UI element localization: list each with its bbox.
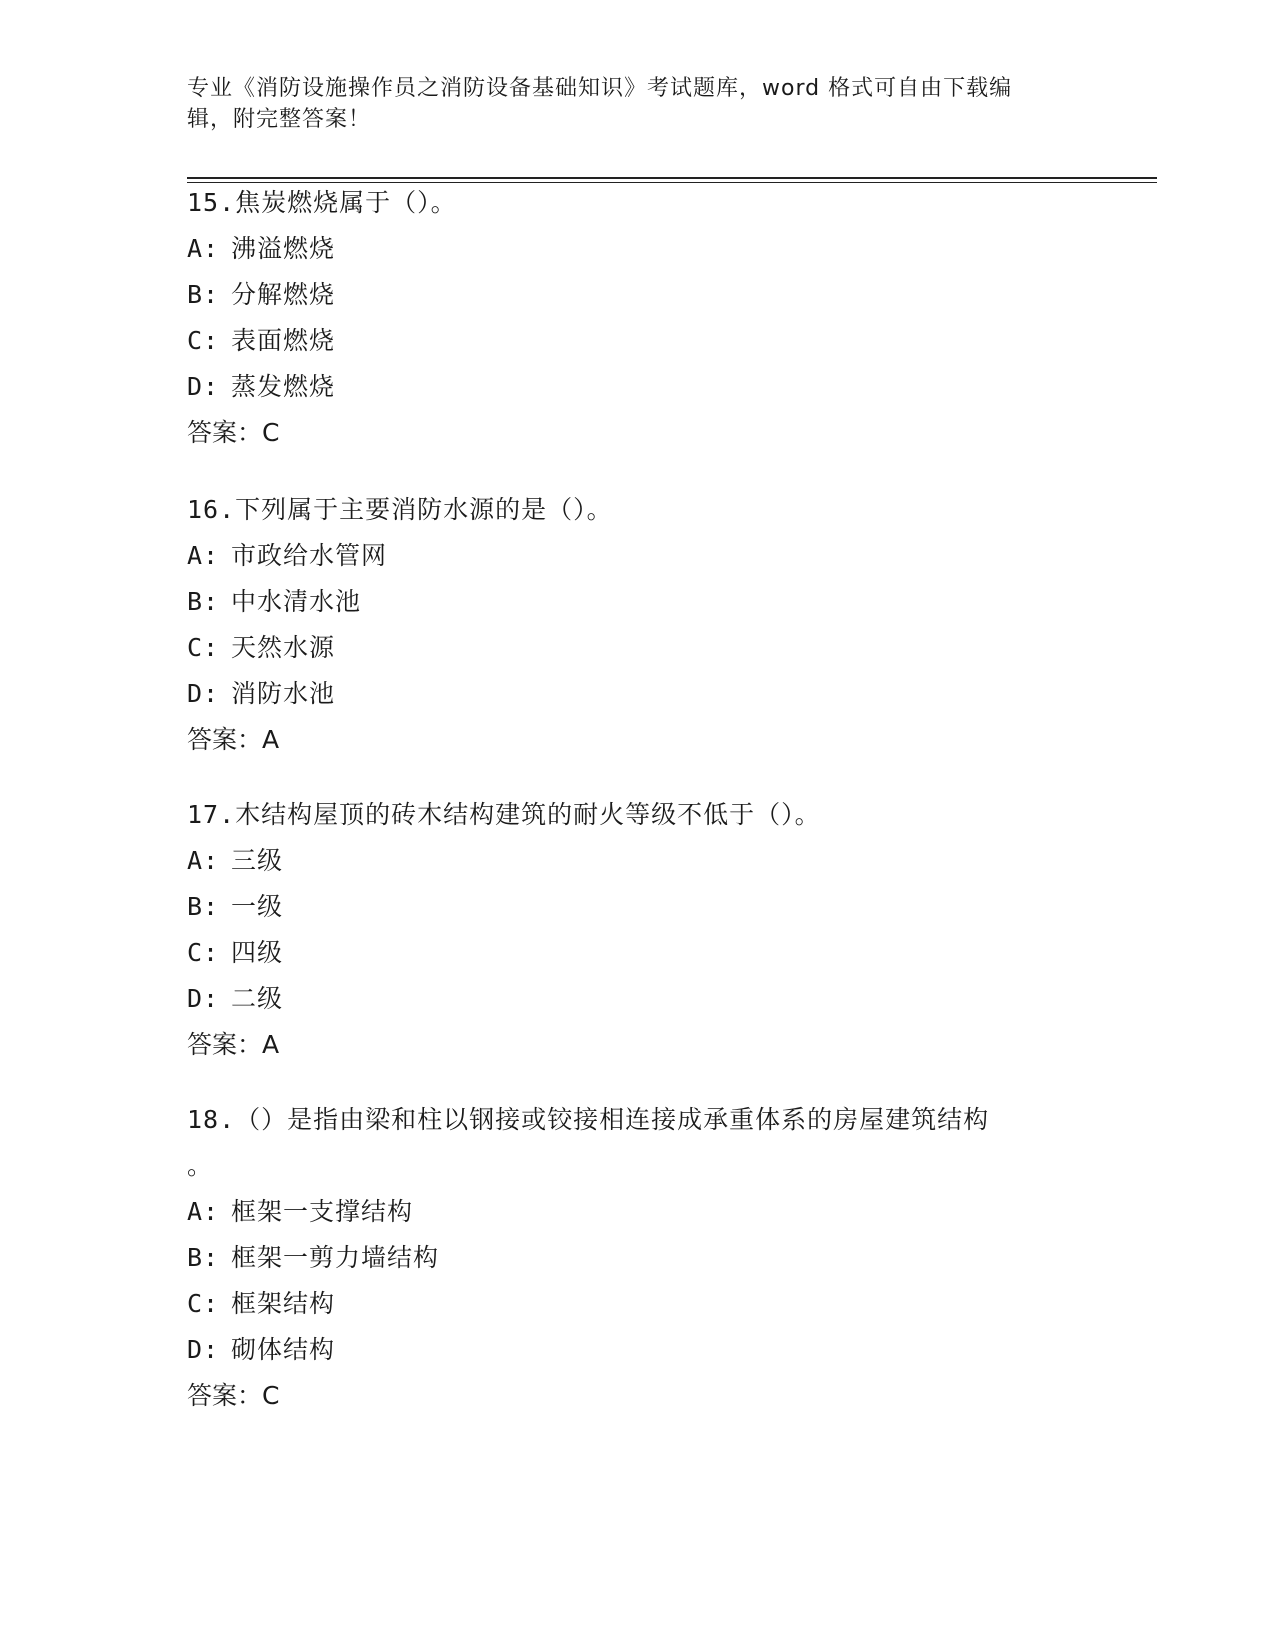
- option-b: [187, 579, 1147, 625]
- answer-line: 答案：A: [187, 725, 280, 754]
- option-text: 框架一支撑结构: [231, 1197, 414, 1226]
- answer-line: 答案：C: [187, 1381, 280, 1410]
- option-text: 二级: [231, 984, 284, 1013]
- option-text: 四级: [231, 938, 284, 967]
- document-page: [187, 0, 1157, 1650]
- header-divider-thick: [187, 177, 1157, 179]
- intro-line-1: 专业《消防设施操作员之消防设备基础知识》考试题库，word 格式可自由下载编: [187, 76, 1013, 101]
- option-c: [187, 930, 1147, 976]
- option-key: B:: [187, 280, 220, 309]
- option-key: A:: [187, 846, 220, 875]
- option-key: D:: [187, 1335, 220, 1364]
- question-16: [187, 487, 1147, 763]
- option-text: 砌体结构: [231, 1335, 336, 1364]
- option-text: 中水清水池: [231, 587, 362, 616]
- option-text: 三级: [231, 846, 284, 875]
- document-intro: [187, 73, 1067, 135]
- option-text: 蒸发燃烧: [231, 372, 336, 401]
- option-key: D:: [187, 984, 220, 1013]
- option-d: [187, 364, 1147, 410]
- question-stem: 18.（）是指由梁和柱以钢接或铰接相连接成承重体系的房屋建筑结构: [187, 1105, 990, 1134]
- option-key: C:: [187, 938, 220, 967]
- option-a: [187, 533, 1147, 579]
- option-key: A:: [187, 541, 220, 570]
- option-text: 分解燃烧: [231, 280, 336, 309]
- question-stem: 16.下列属于主要消防水源的是（）。: [187, 495, 613, 524]
- option-text: 框架一剪力墙结构: [231, 1243, 440, 1272]
- question-stem: 15.焦炭燃烧属于（）。: [187, 188, 457, 217]
- option-b: [187, 884, 1147, 930]
- option-d: [187, 976, 1147, 1022]
- answer-line: 答案：A: [187, 1030, 280, 1059]
- option-text: 消防水池: [231, 679, 336, 708]
- option-a: [187, 226, 1147, 272]
- option-c: [187, 318, 1147, 364]
- option-b: [187, 1235, 1147, 1281]
- option-key: C:: [187, 1289, 220, 1318]
- option-text: 表面燃烧: [231, 326, 336, 355]
- option-key: D:: [187, 679, 220, 708]
- question-stem-continuation: 。: [187, 1151, 213, 1180]
- intro-line-2: 辑，附完整答案！: [187, 107, 372, 132]
- option-d: [187, 1327, 1147, 1373]
- question-15: [187, 180, 1147, 456]
- option-key: C:: [187, 633, 220, 662]
- option-key: B:: [187, 1243, 220, 1272]
- question-18: [187, 1097, 1147, 1419]
- option-key: A:: [187, 234, 220, 263]
- option-a: [187, 838, 1147, 884]
- option-d: [187, 671, 1147, 717]
- option-b: [187, 272, 1147, 318]
- option-key: A:: [187, 1197, 220, 1226]
- option-text: 沸溢燃烧: [231, 234, 336, 263]
- question-17: [187, 792, 1147, 1068]
- option-text: 一级: [231, 892, 284, 921]
- option-key: B:: [187, 587, 220, 616]
- option-text: 框架结构: [231, 1289, 336, 1318]
- question-stem: 17.木结构屋顶的砖木结构建筑的耐火等级不低于（）。: [187, 800, 821, 829]
- option-key: B:: [187, 892, 220, 921]
- option-c: [187, 1281, 1147, 1327]
- option-text: 市政给水管网: [231, 541, 388, 570]
- option-c: [187, 625, 1147, 671]
- answer-line: 答案：C: [187, 418, 280, 447]
- option-text: 天然水源: [231, 633, 336, 662]
- option-key: C:: [187, 326, 220, 355]
- option-key: D:: [187, 372, 220, 401]
- option-a: [187, 1189, 1147, 1235]
